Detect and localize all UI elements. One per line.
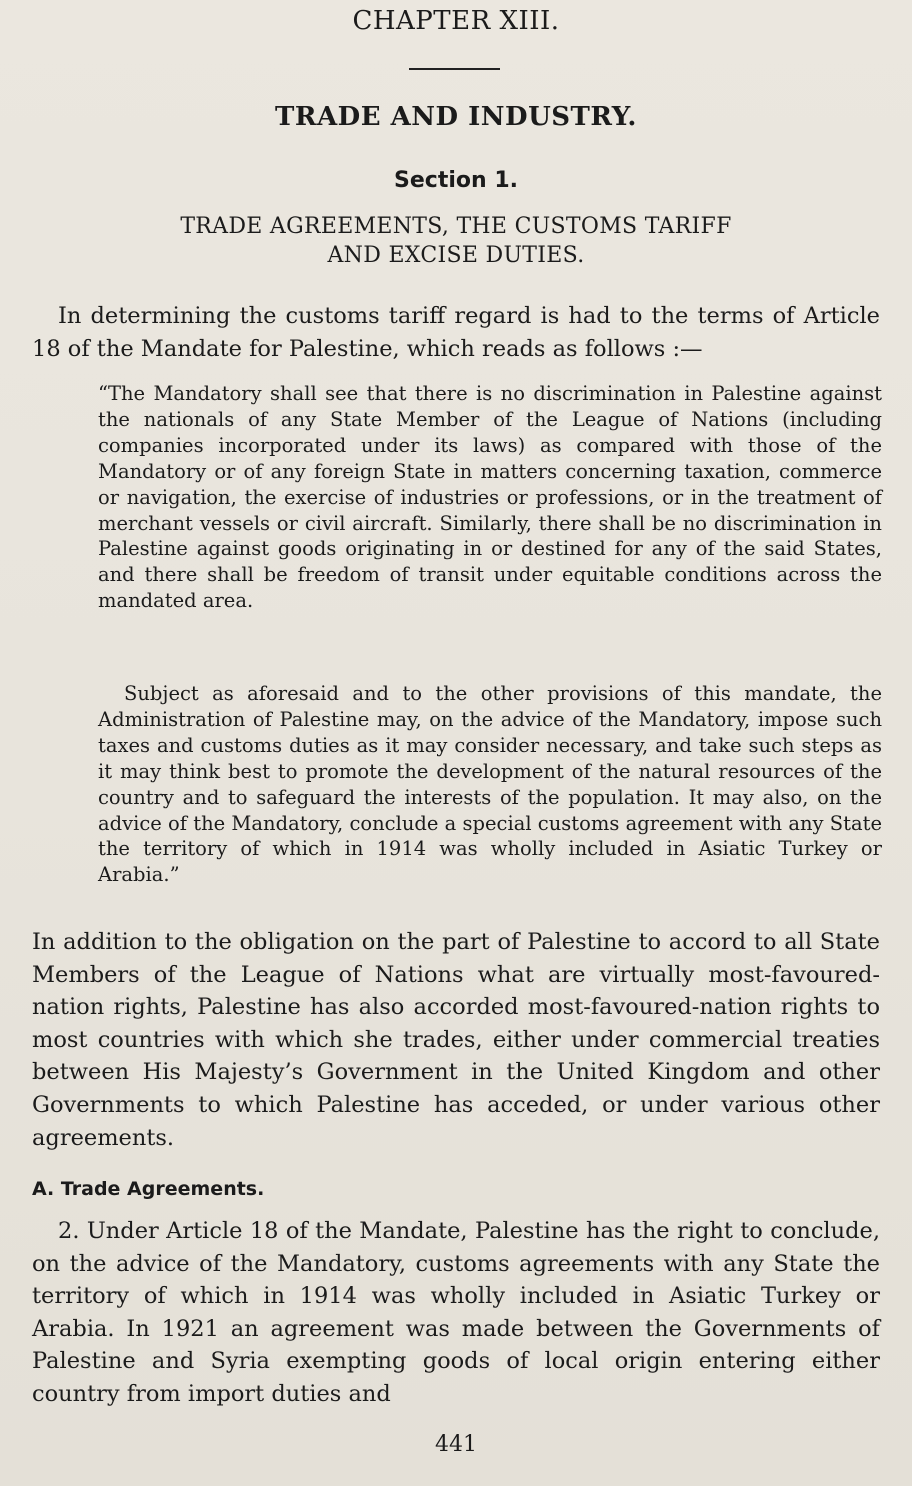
quoted-article-paragraph-2: Subject as aforesaid and to the other provisions of this mandate, the Administration of Palestine may, on the advice of the Mandatory, impose such taxes and customs duties as it may consider necessary, and take such steps as it may think best to promote the development of the natural resources of the country and to safeguard the interests of the population. It may also, on the advice of the Mandatory, conclude a special customs agreement with any State the territory of which in 1914 was wholly included in Asiatic Turkey or Arabia.” [98, 682, 882, 887]
chapter-title: TRADE AND INDUSTRY. [275, 102, 637, 132]
chapter-heading: CHAPTER XIII. [352, 6, 560, 36]
quoted-article-paragraph-1: “The Mandatory shall see that there is no discrimination in Palestine against the nationals of any State Member of the League of Nations (including companies incorporated under its laws) as compared with those of the Mandatory or of any foreign State in matters concerning taxation, commerce or navigation, the exercise of industries or professions, or in the treatment of merchant vessels or civil aircraft. Similarly, there shall be no discrimination in Palestine against goods originating in or destined for any of the said States, and there shall be freedom of transit under equitable conditions across the mandated area. [98, 382, 882, 613]
subheading-line-1: TRADE AGREEMENTS, THE CUSTOMS TARIFF [180, 214, 732, 239]
paragraph-2: 2. Under Article 18 of the Mandate, Palestine has the right to conclude, on the advice of the Mandatory, customs agreements with any State the territory of which in 1914 was wholly included in Asiatic Turkey or Arabia. In 1921 an agreement was made between the Governments of Palestine and Syria exempting goods of local origin entering either country from import duties and [32, 1218, 880, 1407]
section-heading: Section 1. [394, 168, 518, 193]
addition-paragraph: In addition to the obligation on the part of Palestine to accord to all State Members of the League of Nations what are virtually most-favoured-nation rights, Palestine has also accorded most-favoured-nation rights to most countries with which she trades, either under commercial treaties between His Majesty’s Government in the United Kingdom and other Governments to which Palestine has acceded, or under various other agreements. [32, 929, 880, 1151]
heading-rule [409, 68, 500, 70]
trade-agreements-heading: A. Trade Agreements. [32, 1178, 265, 1200]
section-subheading [0, 212, 912, 270]
page-number: 441 [435, 1432, 477, 1457]
subheading-line-2: AND EXCISE DUTIES. [327, 243, 585, 268]
intro-paragraph: In determining the customs tariff regard is had to the terms of Article 18 of the Mandate for Palestine, which reads as follows :— [32, 303, 880, 362]
